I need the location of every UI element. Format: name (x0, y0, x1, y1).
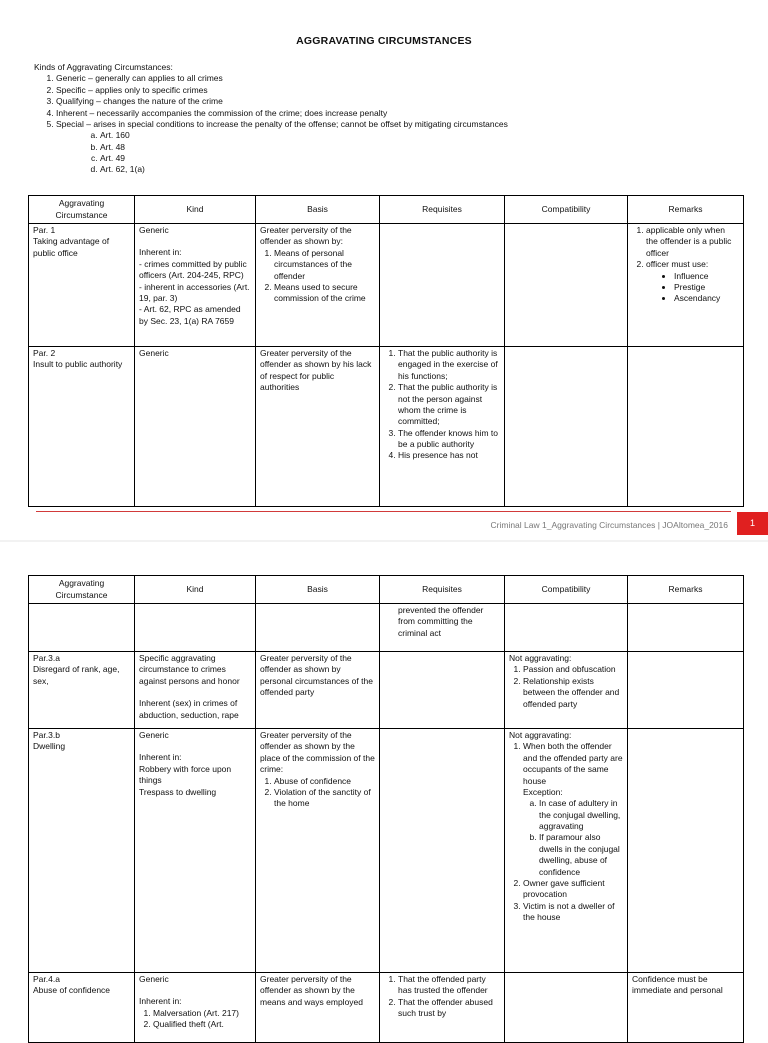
cell-basis (256, 973, 380, 1043)
basis-lead: Greater perversity of the offender as shown by the place of the commission of the crime: (260, 730, 375, 775)
circumstances-table-page2 (28, 575, 744, 1043)
remarks-bullet: • Prestige (674, 282, 739, 293)
kind-line: Robbery with force upon things (139, 763, 232, 786)
remarks-bullets (646, 271, 739, 305)
article-item: a. Art. 160 (100, 130, 754, 141)
requisite-item: 2. That the offender abused such trust by (398, 997, 500, 1020)
kind-item: 1. Malversation (Art. 217) (153, 1008, 251, 1019)
compat-item-text: When both the offender and the offended party are occupants of the same house (523, 741, 623, 786)
cell-requisites (380, 604, 505, 652)
kind-head: Generic (139, 730, 169, 740)
circ-code: Par.3.a (33, 653, 60, 663)
kind-inherent: Inherent in: (139, 752, 182, 763)
remarks-list (632, 225, 739, 305)
footer-rule (36, 511, 731, 512)
cell-circumstance (29, 347, 135, 507)
basis-text: Greater perversity of the offender as shown by personal circumstances of the offended party (260, 653, 373, 698)
remarks-bullet: • Ascendancy (674, 293, 739, 304)
cell-kind (135, 973, 256, 1043)
cell-circumstance (29, 224, 135, 347)
basis-item: 2. Means used to secure commission of the crime (274, 282, 375, 305)
cell-compatibility (505, 973, 628, 1043)
compat-item: 1. Passion and obfuscation (523, 664, 623, 675)
cell-requisites (380, 652, 505, 729)
header-requisites: Requisites (380, 576, 505, 604)
kind-item: 3. Qualifying – changes the nature of the crime (56, 96, 754, 107)
table-row (29, 652, 744, 729)
requisite-item: 3. The offender knows him to be a public authority (398, 428, 500, 451)
circ-name: Abuse of confidence (33, 985, 111, 996)
kind-inherent: Inherent in: (139, 247, 182, 258)
circ-name: Dwelling (33, 741, 66, 752)
cell-remarks (628, 347, 744, 507)
header-circumstance: Aggravating Circumstance (29, 576, 135, 604)
basis-lead: Greater perversity of the offender as shown by: (260, 225, 352, 247)
kind-line: - Art. 62, RPC as amended by Sec. 23, 1(a) RA 7659 (139, 304, 241, 326)
compat-sublist (523, 798, 623, 878)
requisite-item: 2. That the public authority is not the person against whom the crime is committed; (398, 382, 500, 428)
basis-item: 1. Abuse of confidence (274, 776, 375, 787)
requisite-item: 4. His presence has not (398, 450, 500, 461)
cell-circumstance (29, 973, 135, 1043)
cell-compatibility (505, 224, 628, 347)
compat-item: 2. Owner gave sufficient provocation (523, 878, 623, 901)
table-row (29, 347, 744, 507)
header-remarks: Remarks (628, 576, 744, 604)
kind-list (139, 1008, 251, 1031)
circumstances-table-page1 (28, 195, 744, 507)
table-row (29, 224, 744, 347)
compat-exception: Exception: (523, 786, 563, 797)
circ-name: Insult to public authority (33, 359, 123, 370)
kind-item: 2. Specific – applies only to specific crimes (56, 85, 754, 96)
footer-text: Criminal Law 1_Aggravating Circumstances | JOAltomea_2016 (490, 520, 728, 530)
cell-kind (135, 347, 256, 507)
cell-remarks (628, 973, 744, 1043)
header-remarks: Remarks (628, 196, 744, 224)
header-kind: Kind (135, 576, 256, 604)
circ-code: Par. 1 (33, 225, 56, 235)
cell-basis (256, 729, 380, 973)
cell-remarks (628, 604, 744, 652)
cell-compatibility (505, 347, 628, 507)
article-item: d. Art. 62, 1(a) (100, 164, 754, 175)
basis-text: Greater perversity of the offender as shown by his lack of respect for public authorities (260, 348, 372, 393)
cell-kind (135, 729, 256, 973)
compat-item (523, 741, 623, 878)
cell-kind (135, 604, 256, 652)
header-kind: Kind (135, 196, 256, 224)
cell-circumstance (29, 652, 135, 729)
table-row (29, 604, 744, 652)
kind-head: Specific aggravating circumstance to crimes against persons and honor (139, 653, 240, 686)
header-basis: Basis (256, 576, 380, 604)
cell-basis (256, 224, 380, 347)
basis-item: 1. Means of personal circumstances of the offender (274, 248, 375, 282)
page-title: AGGRAVATING CIRCUMSTANCES (296, 35, 472, 47)
page-separator (0, 540, 768, 542)
article-item: c. Art. 49 (100, 153, 754, 164)
header-requisites: Requisites (380, 196, 505, 224)
compat-list (509, 741, 623, 923)
header-basis: Basis (256, 196, 380, 224)
cell-basis (256, 604, 380, 652)
kind-item: 4. Inherent – necessarily accompanies the commission of the crime; does increase penalty (56, 108, 754, 119)
cell-compatibility (505, 652, 628, 729)
remarks-item: 1. applicable only when the offender is a public officer (646, 225, 739, 259)
kind-line: Trespass to dwelling (139, 786, 217, 797)
kinds-section (34, 62, 754, 176)
cell-requisites (380, 973, 505, 1043)
cell-kind (135, 224, 256, 347)
table-header-row (29, 196, 744, 224)
basis-item: 2. Violation of the sanctity of the home (274, 787, 375, 810)
circ-code: Par.4.a (33, 974, 60, 984)
basis-list (260, 776, 375, 810)
compat-head: Not aggravating: (509, 653, 572, 663)
table-header-row (29, 576, 744, 604)
compat-subitem: b. If paramour also dwells in the conjugal dwelling, abuse of confidence (539, 832, 623, 878)
cell-compatibility (505, 729, 628, 973)
kind-head: Generic (139, 974, 169, 984)
cell-basis (256, 652, 380, 729)
remarks-text: Confidence must be immediate and personal (632, 974, 723, 996)
requisites-list (384, 974, 500, 1020)
compat-subitem: a. In case of adultery in the conjugal dwelling, aggravating (539, 798, 623, 832)
kind-head: Generic (139, 348, 169, 358)
cell-kind (135, 652, 256, 729)
cell-circumstance (29, 729, 135, 973)
kind-item (56, 119, 754, 176)
kind-line: - inherent in accessories (Art. 19, par. 3) (139, 281, 250, 303)
compat-list (509, 664, 623, 710)
compat-item: 2. Relationship exists between the offender and offended party (523, 676, 623, 710)
requisite-item: 1. That the offended party has trusted the offender (398, 974, 500, 997)
header-compatibility: Compatibility (505, 196, 628, 224)
circ-name: Taking advantage of public office (33, 236, 110, 258)
kind-item: 2. Qualified theft (Art. (153, 1019, 251, 1030)
circ-code: Par.3.b (33, 730, 60, 740)
requisite-continued: prevented the offender from committing the criminal act (398, 605, 484, 638)
kind-inherent: Inherent in: (139, 996, 182, 1007)
circ-code: Par. 2 (33, 348, 56, 358)
header-circumstance: Aggravating Circumstance (29, 196, 135, 224)
cell-basis (256, 347, 380, 507)
kind-line: - crimes committed by public officers (Art. 204-245, RPC) (139, 258, 247, 281)
basis-list (260, 248, 375, 305)
compat-item: 3. Victim is not a dweller of the house (523, 901, 623, 924)
cell-circumstance (29, 604, 135, 652)
special-articles-list (56, 130, 754, 176)
cell-requisites (380, 347, 505, 507)
kind-item-text: Special – arises in special conditions to increase the penalty of the offense; cannot be offset by mitigating circumstances (56, 118, 508, 129)
requisites-list (384, 348, 500, 462)
compat-head: Not aggravating: (509, 730, 572, 740)
cell-compatibility (505, 604, 628, 652)
kind-inherent: Inherent (sex) in crimes of abduction, seduction, rape (139, 698, 239, 720)
remarks-item-text: officer must use: (646, 259, 709, 270)
cell-requisites (380, 729, 505, 973)
cell-requisites (380, 224, 505, 347)
requisite-item: 1. That the public authority is engaged in the exercise of his functions; (398, 348, 500, 382)
article-item: b. Art. 48 (100, 142, 754, 153)
cell-remarks (628, 729, 744, 973)
table-row (29, 973, 744, 1043)
kind-item: 1. Generic – generally can applies to all crimes (56, 73, 754, 84)
table-row (29, 729, 744, 973)
cell-remarks (628, 652, 744, 729)
kinds-list (34, 73, 754, 175)
kinds-heading: Kinds of Aggravating Circumstances: (34, 62, 173, 72)
cell-remarks (628, 224, 744, 347)
page-number-badge: 1 (737, 512, 768, 535)
remarks-bullet: • Influence (674, 271, 739, 282)
header-compatibility: Compatibility (505, 576, 628, 604)
kind-head: Generic (139, 225, 169, 235)
basis-text: Greater perversity of the offender as shown by the means and ways employed (260, 974, 364, 1007)
circ-name: Disregard of rank, age, sex, (33, 664, 120, 686)
remarks-item (646, 259, 739, 305)
